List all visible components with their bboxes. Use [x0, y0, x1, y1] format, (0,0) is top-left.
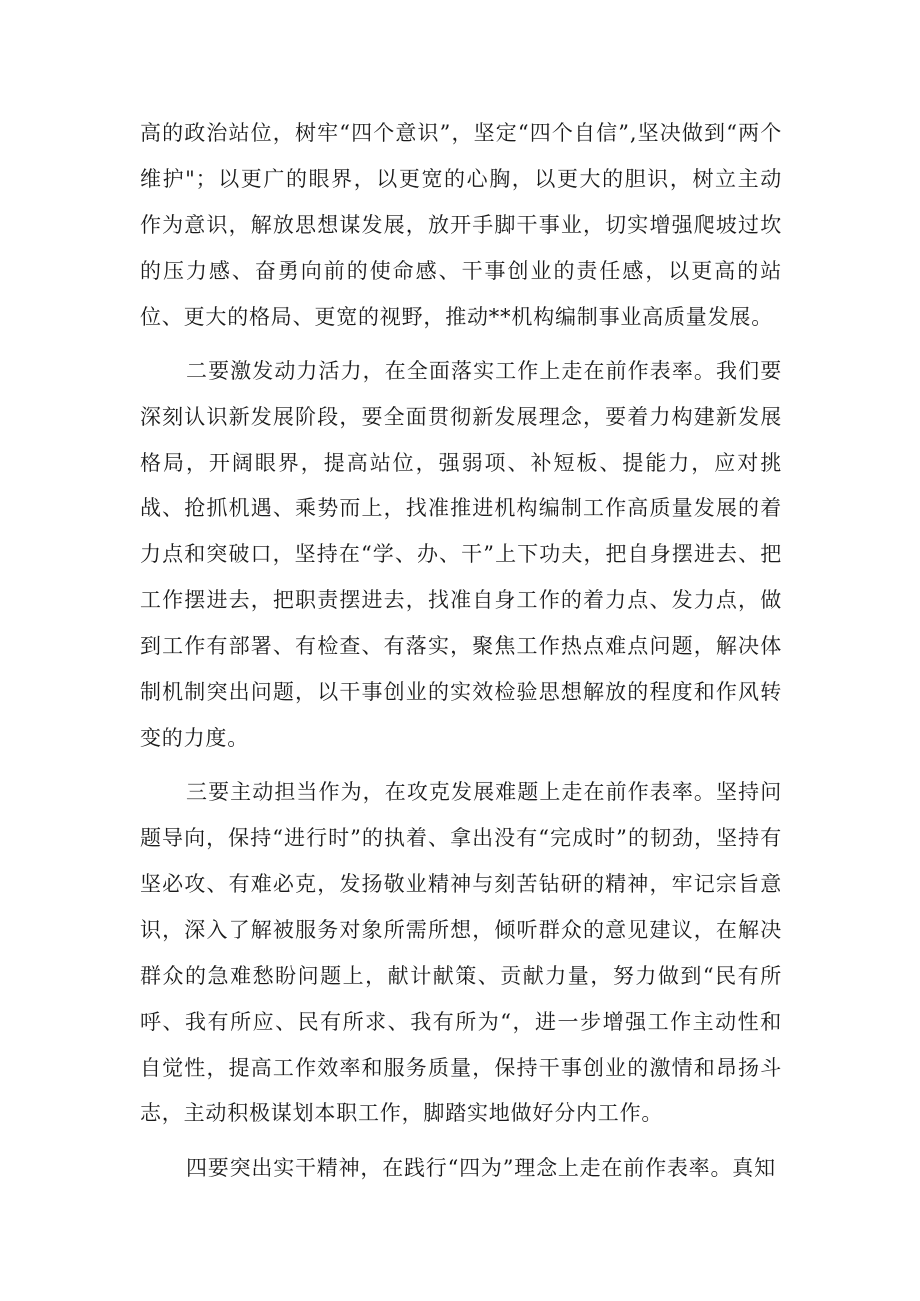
paragraph-fourth-requirement: 四要突出实干精神，在践行“四为”理念上走在前作表率。真知 — [186, 1155, 776, 1180]
paragraph-third-requirement: 三要主动担当作为，在攻克发展难题上走在前作表率。坚持问题导向，保持“进行时”的执着、拿出没有“完成时”的韧劲，坚持有坚必攻、有难必克，发扬敬业精神与刻苦钻研的精神，牢记宗旨意识，深入了解被服务对象所需所想，倾听群众的意见建议，在解决群众的急难愁盼问题上，献计献策、贡献力量，努力做到“民有所呼、我有所应、民有所求、我有所为“，进一步增强工作主动性和自觉性，提高工作效率和服务质量，保持干事创业的激情和昂扬斗志，主动积极谋划本职工作，脚踏实地做好分内工作。 — [140, 780, 782, 1126]
document-body — [140, 111, 782, 1191]
paragraph-second-requirement: 二要激发动力活力，在全面落实工作上走在前作表率。我们要深刻认识新发展阶段，要全面贯彻新发展理念，要着力构建新发展格局，开阔眼界，提高站位，强弱项、补短板、提能力，应对挑战、抢抓机遇、乘势而上，找准推进机构编制工作高质量发展的着力点和突破口，坚持在“学、办、干”上下功夫，把自身摆进去、把工作摆进去，把职责摆进去，找准自身工作的着力点、发力点，做到工作有部署、有检查、有落实，聚焦工作热点难点问题，解决体制机制突出问题，以干事创业的实效检验思想解放的程度和作风转变的力度。 — [140, 358, 782, 750]
paragraph-continuation: 高的政治站位，树牢“四个意识”，坚定“四个自信”,坚决做到“两个维护"；以更广的眼界，以更宽的心胸，以更大的胆识，树立主动作为意识，解放思想谋发展，放开手脚干事业，切实增强爬坡过坎的压力感、奋勇向前的使命感、干事创业的责任感，以更高的站位、更大的格局、更宽的视野，推动**机构编制事业高质量发展。 — [140, 121, 782, 329]
